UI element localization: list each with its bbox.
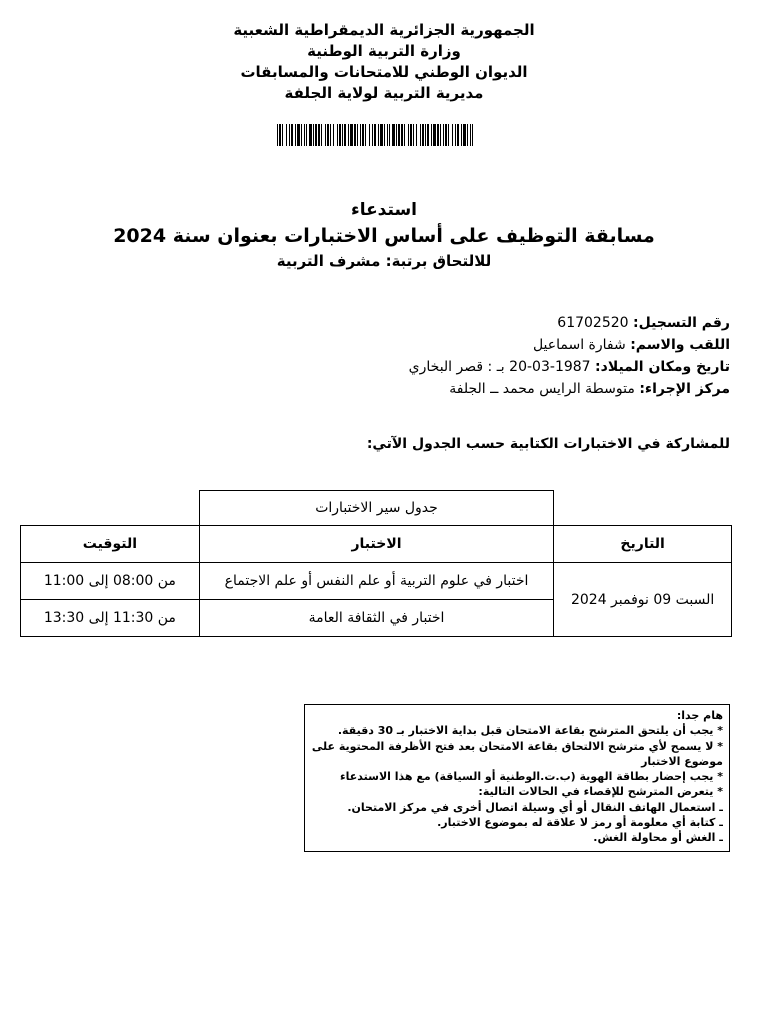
barcode-bar: [372, 124, 373, 146]
barcode-bar: [431, 124, 432, 146]
barcode-bar: [344, 124, 346, 146]
barcode-bar: [333, 124, 334, 146]
barcode-bar: [360, 124, 361, 146]
barcode-bar: [440, 124, 441, 146]
note-line: ـ كتابة أي معلومة أو رمز لا علاقة له بموضوع الاختبار.: [437, 816, 723, 830]
header-ministry: وزارة التربية الوطنية: [307, 42, 461, 60]
header-date: التاريخ: [554, 526, 732, 563]
barcode-bar: [315, 124, 317, 146]
title-block: [0, 198, 768, 272]
barcode-bar: [404, 124, 405, 146]
document-title: استدعاء: [351, 200, 417, 220]
barcode-bar: [425, 124, 426, 146]
barcode-bar: [398, 124, 400, 146]
barcode-bar: [437, 124, 439, 146]
competition-title: مسابقة التوظيف على أساس الاختبارات بعنوان سنة 2024: [113, 225, 655, 247]
name-value: شفارة اسماعيل: [532, 337, 626, 353]
barcode-bar: [301, 124, 302, 146]
barcode-bar: [448, 124, 449, 146]
barcode-bar: [362, 124, 364, 146]
barcode-bar: [445, 124, 447, 146]
barcode-bar: [387, 124, 388, 146]
center-label: مركز الإجراء:: [639, 381, 730, 397]
barcode-bar: [289, 124, 290, 146]
header-office: الديوان الوطني للامتحانات والمسابقات: [240, 63, 528, 81]
note-line: * لا يسمح لأي مترشح الالتحاق بقاعة الامتحان بعد فتح الأظرفة المحتوية على: [311, 739, 723, 753]
barcode-bar: [369, 124, 370, 146]
barcode-bar: [396, 124, 397, 146]
barcode-bar: [374, 124, 376, 146]
schedule-caption: جدول سير الاختبارات: [199, 491, 553, 526]
header-republic: الجمهورية الجزائرية الديمقراطية الشعبية: [233, 21, 535, 39]
barcode-bar: [295, 124, 296, 146]
candidate-info: [230, 312, 730, 400]
registration-row: [230, 312, 730, 334]
barcode-bar: [422, 124, 424, 146]
note-line: ـ استعمال الهاتف النقال أو أي وسيلة اتصال أخرى في مركز الامتحان.: [347, 800, 723, 814]
exam-time: من 08:00 إلى 11:00: [21, 563, 200, 600]
barcode-bar: [467, 124, 468, 146]
barcode-bar: [279, 124, 281, 146]
schedule-caption-row: [21, 491, 732, 526]
name-row: [230, 334, 730, 356]
barcode-bar: [392, 124, 395, 146]
barcode-bar: [401, 124, 403, 146]
barcode-bar: [304, 124, 305, 146]
center-row: [230, 378, 730, 400]
note-line: موضوع الاختبار: [641, 754, 723, 768]
barcode-bar: [350, 124, 353, 146]
barcode-bar: [413, 124, 414, 146]
birth-row: [230, 356, 730, 378]
header-directorate: مديرية التربية لولاية الجلفة: [284, 84, 484, 102]
note-line: ـ الغش أو محاولة الغش.: [593, 831, 723, 845]
exam-date: السبت 09 نوفمبر 2024: [554, 563, 732, 637]
registration-value: 61702520: [557, 315, 629, 331]
barcode-bar: [339, 124, 341, 146]
note-line: * يجب أن يلتحق المترشح بقاعة الامتحان قبل بداية الاختبار بـ 30 دقيقة.: [337, 724, 723, 738]
barcode-bar: [318, 124, 320, 146]
barcode-bar: [433, 124, 436, 146]
barcode-bar: [452, 124, 453, 146]
barcode-bar: [410, 124, 412, 146]
note-line: * يجب إحضار بطاقة الهوية (ب.ت.الوطنية أو السياقة) مع هذا الاستدعاء: [340, 770, 723, 784]
registration-label: رقم التسجيل:: [633, 315, 730, 331]
barcode-bar: [325, 124, 326, 146]
barcode-bar: [309, 124, 312, 146]
barcode-bar: [348, 124, 349, 146]
barcode-bar: [455, 124, 456, 146]
barcode-bar: [313, 124, 314, 146]
note-line: * يتعرض المترشح للإقصاء في الحالات التالية:: [478, 785, 723, 799]
barcode-bar: [286, 124, 287, 146]
name-label: اللقب والاسم:: [630, 337, 730, 353]
barcode-bar: [457, 124, 459, 146]
birth-label: تاريخ ومكان الميلاد:: [595, 359, 730, 375]
barcode-bar: [330, 124, 331, 146]
barcode-bar: [416, 124, 417, 146]
barcode-bar: [427, 124, 429, 146]
barcode-bar: [297, 124, 300, 146]
barcode-bar: [420, 124, 421, 146]
barcode-bar: [291, 124, 293, 146]
schedule-table: [20, 490, 732, 637]
birth-value: 1987-03-20 بـ : قصر البخاري: [408, 359, 591, 375]
barcode-bar: [337, 124, 338, 146]
barcode-bar: [389, 124, 390, 146]
barcode-bar: [472, 124, 473, 146]
barcode-bar: [384, 124, 385, 146]
barcode-bar: [380, 124, 383, 146]
barcode-bar: [321, 124, 322, 146]
center-value: متوسطة الرايس محمد ــ الجلفة: [449, 381, 635, 397]
important-notes-box: [304, 704, 730, 852]
barcode-bar: [342, 124, 343, 146]
exam-time: من 11:30 إلى 13:30: [21, 600, 200, 637]
exam-name: اختبار في الثقافة العامة: [199, 600, 553, 637]
header-exam: الاختبار: [199, 526, 553, 563]
schedule-header-row: [21, 526, 732, 563]
document-header: [0, 20, 768, 104]
barcode-bar: [327, 124, 329, 146]
barcode-bar: [408, 124, 409, 146]
barcode-bar: [443, 124, 444, 146]
notes-title: هام جدا:: [676, 709, 723, 722]
barcode-bar: [277, 124, 278, 146]
barcode-bar: [470, 124, 471, 146]
barcode-icon: [277, 124, 473, 146]
exam-name: اختبار في علوم التربية أو علم النفس أو علم الاجتماع: [199, 563, 553, 600]
barcode-bar: [357, 124, 358, 146]
rank-title: للالتحاق برتبة: مشرف التربية: [276, 252, 492, 270]
header-time: التوقيت: [21, 526, 200, 563]
barcode-bar: [365, 124, 366, 146]
barcode-bar: [354, 124, 356, 146]
barcode-bar: [378, 124, 379, 146]
participation-text: للمشاركة في الاختبارات الكتابية حسب الجدول الآتي:: [366, 436, 730, 452]
barcode-bar: [282, 124, 283, 146]
barcode-bar: [463, 124, 466, 146]
barcode-bar: [306, 124, 307, 146]
barcode-bar: [461, 124, 462, 146]
table-row: [21, 563, 732, 600]
